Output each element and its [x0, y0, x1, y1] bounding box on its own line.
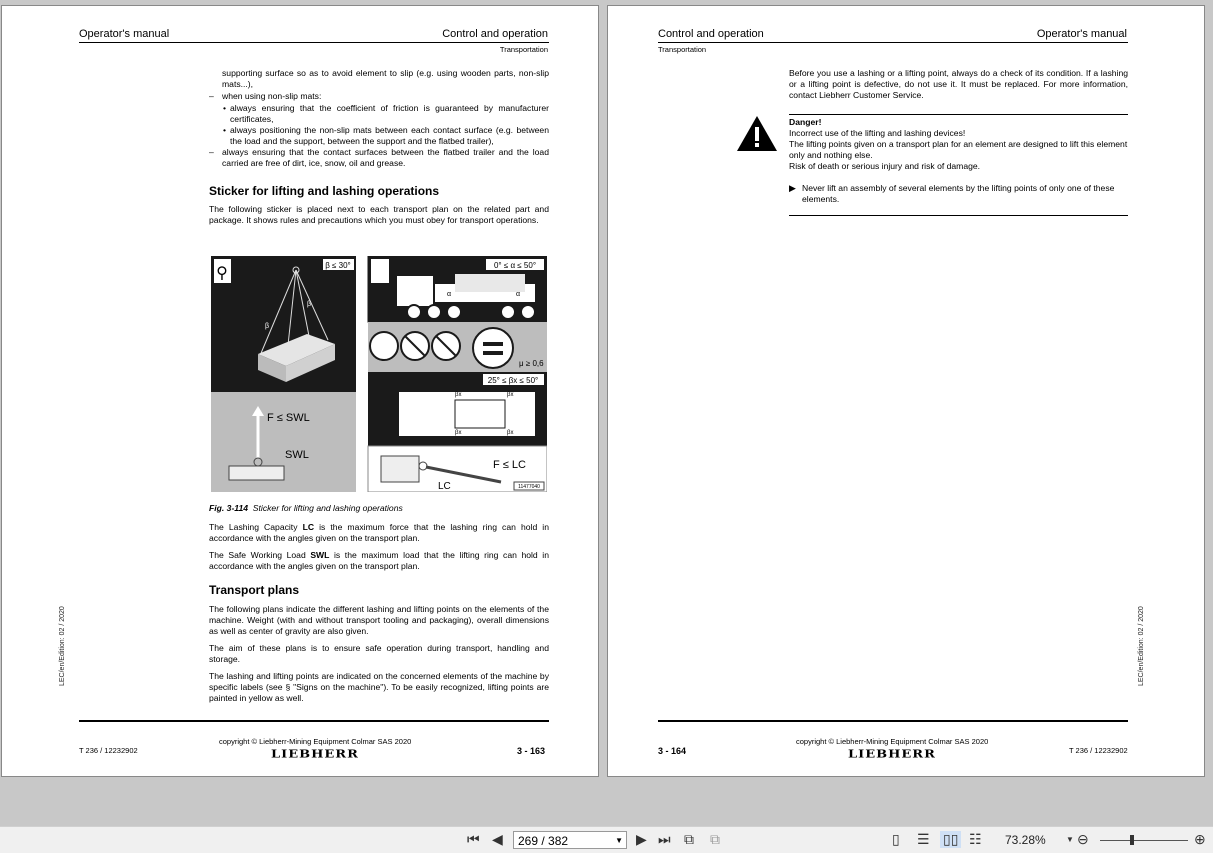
lc-label: LC: [438, 481, 451, 492]
heading-transport-plans: Transport plans: [209, 583, 300, 597]
beta-limit-label: β ≤ 30°: [325, 261, 351, 270]
page-number: 3 - 164: [658, 746, 687, 756]
zoom-in-icon[interactable]: ⊕: [1194, 831, 1206, 847]
mu-label: μ ≥ 0,6: [519, 359, 544, 368]
transport-paragraphs: [209, 604, 549, 710]
sticker-code: 11477040: [518, 484, 540, 490]
intro-continuation: supporting surface so as to avoid element to slip (e.g. using wooden parts, non-slip mats...),: [222, 68, 549, 89]
truck-cab: [397, 276, 433, 306]
betax-symbol: βx: [455, 430, 462, 436]
bullet-item: • always ensuring that the coefficient of friction is guaranteed by manufacturer certificates,: [209, 103, 549, 125]
danger-bottom-rule: [789, 215, 1128, 216]
edition-side-text: LEC/en/Edition: 02 / 2020: [1138, 606, 1145, 686]
paragraph: The following plans indicate the different lashing and lifting points on the elements of the machine. Weight (with and without transport tooling and packaging), overall dimensions as well as center of gravity are also given.: [209, 604, 549, 636]
danger-warning-icon: [736, 114, 778, 152]
danger-title: Danger!: [789, 117, 822, 127]
danger-block: [789, 117, 1128, 205]
alpha-limit-label: 0° ≤ α ≤ 50°: [493, 261, 537, 270]
text-run-bold: LC: [302, 522, 315, 532]
text-run: The Safe Working Load: [209, 550, 311, 560]
dash-item: – when using non-slip mats:: [209, 91, 549, 102]
previous-page-icon[interactable]: ◀: [492, 831, 503, 847]
footer-doc-number: T 236 / 12232902: [79, 746, 138, 755]
header-sub: Transportation: [499, 45, 548, 54]
f-swl-label: F ≤ SWL: [267, 412, 310, 424]
para-sticker: [209, 204, 549, 232]
danger-action: [789, 183, 1128, 205]
zoom-slider-track[interactable]: [1100, 840, 1188, 841]
two-page-icon[interactable]: ▯▯: [940, 831, 961, 848]
footer-copyright: copyright © Liebherr-Mining Equipment Colmar SAS 2020: [219, 737, 412, 746]
swl-label: SWL: [285, 449, 309, 461]
danger-line: Incorrect use of the lifting and lashing devices!: [789, 128, 966, 138]
caption-text: Sticker for lifting and lashing operations: [252, 503, 403, 513]
footer-copyright: copyright © Liebherr-Mining Equipment Colmar SAS 2020: [796, 737, 989, 746]
paragraph: The following sticker is placed next to each transport plan on the related part and package. It shows rules and precautions which you must obey for transport operations.: [209, 204, 549, 225]
arrow-right-icon: ▶: [789, 183, 796, 193]
paragraph: Before you use a lashing or a lifting point, always do a check of its condition. If a lashing or a lifting point is defective, do not use it. It must be replaced. For more information, contact Liebherr Customer Service.: [789, 68, 1128, 100]
forward-view-icon[interactable]: ⧉: [710, 831, 720, 847]
last-page-icon[interactable]: ⏭: [658, 831, 671, 847]
chevron-down-icon: ▼: [615, 836, 623, 845]
alpha-symbol: α: [447, 291, 452, 298]
paragraph: The aim of these plans is to ensure safe operation during transport, handling and storage.: [209, 643, 549, 664]
beta-symbol: β: [307, 301, 312, 308]
bullet-item: • always positioning the non-slip mats between each contact surface (e.g. between the load and the support, between the support and the flatbed trailer),: [209, 125, 549, 147]
danger-top-rule: [789, 114, 1128, 115]
single-page-icon[interactable]: ▯: [892, 831, 900, 847]
footer-rule: [79, 720, 549, 722]
zoom-level[interactable]: 73.28%: [1005, 833, 1046, 847]
edition-side-text: LEC/en/Edition: 02 / 2020: [59, 606, 66, 686]
danger-action-text: Never lift an assembly of several elements by the lifting points of only one of these elements.: [802, 183, 1115, 204]
text-run-bold: SWL: [310, 550, 330, 560]
two-page-continuous-icon[interactable]: ☷: [969, 831, 982, 847]
caption-number: Fig. 3-114: [209, 503, 249, 513]
header-right: Control and operation: [442, 28, 548, 40]
next-page-icon[interactable]: ▶: [636, 831, 647, 847]
page-selector[interactable]: [513, 831, 627, 849]
header-right: Operator's manual: [1036, 28, 1127, 40]
page-selector-value: 269 / 382: [518, 834, 569, 848]
sticker-figure: [211, 256, 547, 492]
footer-rule: [658, 720, 1128, 722]
svg-text:⚲: ⚲: [216, 263, 228, 282]
header-left: Operator's manual: [79, 28, 170, 40]
zoom-dropdown-icon[interactable]: ▼: [1066, 835, 1074, 844]
capacity-paragraphs: [209, 522, 549, 578]
viewer-toolbar: [0, 826, 1213, 853]
text-run: is the maximum force that the lashing ring can hold in accordance with the angles given on the transport plan.: [209, 522, 549, 543]
paragraph-lc: [209, 522, 549, 544]
danger-line: Risk of death or serious injury and risk of damage.: [789, 161, 981, 171]
danger-line: The lifting points given on a transport plan for an element are designed to lift this element only and nothing else.: [789, 139, 1128, 160]
f-lc-label: F ≤ LC: [493, 459, 526, 471]
betax-symbol: βx: [507, 392, 514, 398]
footer-doc-number: T 236 / 12232902: [1069, 746, 1128, 755]
text-run: The Lashing Capacity: [209, 522, 303, 532]
header-rule: [658, 42, 1128, 43]
header-sub: Transportation: [658, 45, 707, 54]
beta-symbol: β: [265, 323, 270, 330]
figure-caption: [209, 503, 403, 513]
page-number: 3 - 163: [517, 746, 546, 756]
continuous-page-icon[interactable]: ☰: [917, 831, 930, 847]
left-page: [1, 5, 599, 777]
right-page: [607, 5, 1205, 777]
zoom-out-icon[interactable]: ⊖: [1077, 831, 1089, 847]
header-rule: [79, 42, 549, 43]
intro-list: [209, 68, 549, 170]
back-view-icon[interactable]: ⧉: [684, 831, 694, 847]
betax-symbol: βx: [507, 430, 514, 436]
paragraph: The lashing and lifting points are indicated on the concerned elements of the machine by specific labels (see § "Signs on the machine"). To be easily recognized, lifting points are painted in yellow as well.: [209, 671, 549, 703]
heading-sticker: Sticker for lifting and lashing operations: [209, 184, 440, 198]
liebherr-logo: LIEBHERR: [271, 748, 359, 761]
liebherr-logo: LIEBHERR: [848, 748, 936, 761]
text-run: is the maximum load that the lifting ring can hold in accordance with the angles given on the transport plan.: [209, 550, 549, 571]
lashing-icon: [371, 259, 389, 283]
check-paragraph: [789, 68, 1128, 107]
dash-item: – always ensuring that the contact surfaces between the flatbed trailer and the load carried are free of dirt, ice, snow, oil and grease.: [209, 147, 549, 169]
betax-limit-label: 25° ≤ βx ≤ 50°: [487, 376, 539, 385]
paragraph-swl: [209, 550, 549, 572]
zoom-slider-handle[interactable]: [1130, 835, 1134, 845]
alpha-symbol: α: [516, 291, 521, 298]
betax-symbol: βx: [455, 392, 462, 398]
first-page-icon[interactable]: ⏮: [467, 831, 480, 847]
header-left: Control and operation: [658, 28, 764, 40]
